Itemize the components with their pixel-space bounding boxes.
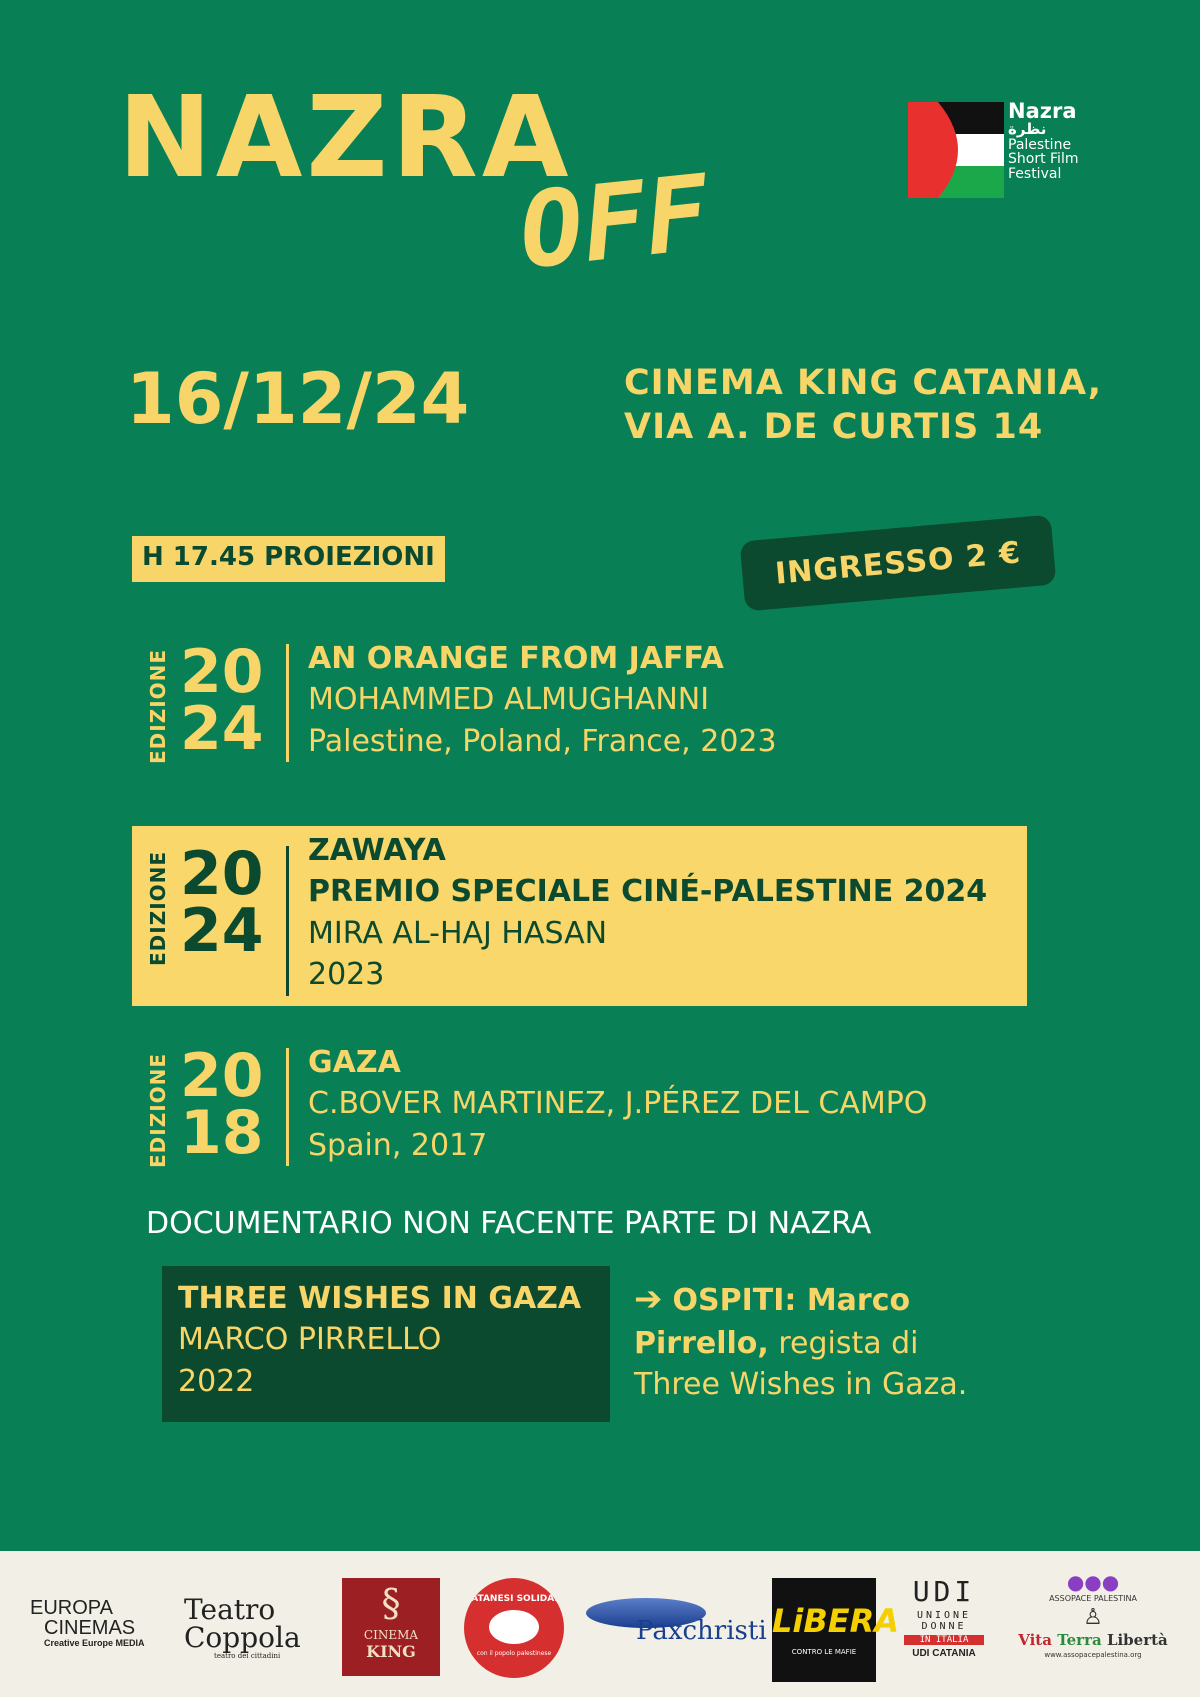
film-details: Palestine, Poland, France, 2023 — [308, 723, 777, 759]
sponsor-europa-cinemas — [30, 1598, 145, 1648]
venue-line1: CINEMA KING CATANIA, — [624, 363, 1103, 403]
udi-line5: UDI CATANIA — [912, 1648, 976, 1659]
europa-line3: Creative Europe MEDIA — [44, 1638, 145, 1648]
event-subtitle: OFF — [514, 151, 714, 293]
teatro-line1: Teatro — [184, 1593, 276, 1626]
festival-logo-text — [1008, 100, 1078, 182]
ticket-price-badge: INGRESSO 2 € — [740, 515, 1057, 612]
europa-line1: EUROPA — [30, 1597, 113, 1619]
edition-label: EDIZIONE — [146, 850, 170, 966]
film-reel-icon: § — [381, 1581, 401, 1625]
guest-role: regista di — [768, 1325, 919, 1361]
guest-film: Three Wishes in Gaza. — [634, 1367, 968, 1403]
guests-info — [634, 1276, 1034, 1406]
edition-year-top: 20 — [180, 839, 264, 909]
divider-bar — [286, 846, 289, 996]
guests-label: OSPITI: Marco — [672, 1283, 911, 1318]
assopace-liberta: Libertà — [1106, 1631, 1168, 1649]
edition-label: EDIZIONE — [146, 648, 170, 764]
assopace-url: www.assopacepalestina.org — [1044, 1651, 1142, 1659]
film-details: 2023 — [308, 957, 385, 993]
catanesi-line1: CATANESI SOLIDALI — [464, 1594, 564, 1604]
guest-name: Pirrello, — [634, 1325, 769, 1361]
sponsor-assopace-palestina — [1018, 1572, 1168, 1659]
edition-year — [180, 1041, 264, 1168]
documentary-note: DOCUMENTARIO NON FACENTE PARTE DI NAZRA — [146, 1206, 872, 1241]
person-icon: ♙ — [1083, 1605, 1103, 1630]
edition-year-bottom: 24 — [180, 694, 264, 764]
documentary-year: 2022 — [178, 1363, 255, 1399]
sponsor-teatro-coppola — [184, 1593, 301, 1660]
film-title: AN ORANGE FROM JAFFA — [308, 641, 724, 676]
palestine-flag-logo-icon — [908, 102, 1004, 198]
documentary-box — [162, 1266, 610, 1422]
edition-year-bottom: 24 — [180, 896, 264, 966]
event-title: NAZRA — [118, 73, 573, 203]
europa-line2: CINEMAS — [44, 1617, 136, 1639]
balloons-icon: ●●● — [1066, 1570, 1120, 1594]
teatro-line2: Coppola — [184, 1621, 301, 1654]
edition-year — [180, 839, 264, 966]
edition-year — [180, 637, 264, 764]
cinema-king-line1: CINEMA — [363, 1628, 419, 1642]
assopace-vita: Vita — [1018, 1631, 1052, 1649]
arrow-right-icon: ➔ — [634, 1279, 663, 1319]
sponsor-catanesi-solidali — [464, 1578, 564, 1678]
teatro-line3: teatro dei cittadini — [214, 1652, 281, 1660]
documentary-director: MARCO PIRRELLO — [178, 1322, 442, 1358]
libera-label: LiBERA — [772, 1602, 900, 1640]
sponsor-cinema-king — [342, 1578, 440, 1676]
venue-line2: VIA A. DE CURTIS 14 — [624, 406, 1044, 447]
divider-bar — [286, 644, 289, 762]
udi-line4: IN ITALIA — [904, 1635, 984, 1645]
film-director: C.BOVER MARTINEZ, J.PÉREZ DEL CAMPO — [308, 1086, 928, 1122]
film-award: PREMIO SPECIALE CINÉ-PALESTINE 2024 — [308, 874, 988, 910]
film-details: Spain, 2017 — [308, 1127, 488, 1163]
logo-line1: Palestine — [1008, 136, 1072, 153]
logo-arabic: نظرة — [1008, 120, 1047, 139]
documentary-title: THREE WISHES IN GAZA — [178, 1281, 582, 1316]
edition-label: EDIZIONE — [146, 1052, 170, 1168]
film-director: MIRA AL-HAJ HASAN — [308, 915, 608, 951]
film-info — [308, 830, 987, 996]
assopace-line1: ASSOPACE PALESTINA — [1049, 1594, 1137, 1603]
sponsor-libera — [772, 1578, 900, 1682]
udi-line2: UNIONE — [916, 1610, 972, 1621]
logo-line3: Festival — [1008, 166, 1062, 183]
event-date: 16/12/24 — [126, 358, 470, 440]
elephant-icon — [489, 1610, 539, 1644]
udi-line1: UDI — [912, 1575, 976, 1608]
screening-time-badge: H 17.45 PROIEZIONI — [132, 536, 445, 582]
film-director: MOHAMMED ALMUGHANNI — [308, 682, 710, 718]
film-info — [308, 638, 777, 762]
event-venue — [624, 362, 1102, 450]
edition-year-bottom: 18 — [180, 1098, 264, 1168]
udi-line3: DONNE — [921, 1621, 967, 1632]
edition-year-top: 20 — [180, 637, 264, 707]
edition-year-top: 20 — [180, 1041, 264, 1111]
assopace-motto — [1018, 1631, 1168, 1649]
cinema-king-line2: KING — [366, 1642, 416, 1661]
catanesi-line2: con il popolo palestinese — [476, 1650, 552, 1657]
sponsor-udi — [904, 1575, 984, 1659]
libera-subtitle: CONTRO LE MAFIE — [791, 1648, 857, 1656]
film-title: ZAWAYA — [308, 833, 446, 868]
divider-bar — [286, 1048, 289, 1166]
film-title: GAZA — [308, 1045, 401, 1080]
film-info — [308, 1042, 927, 1166]
sponsor-pax-christi — [586, 1598, 767, 1652]
assopace-terra: Terra — [1057, 1631, 1102, 1649]
pax-christi-label: Paxchristi — [636, 1616, 767, 1646]
logo-name: Nazra — [1008, 99, 1077, 123]
logo-line2: Short Film — [1008, 151, 1079, 168]
